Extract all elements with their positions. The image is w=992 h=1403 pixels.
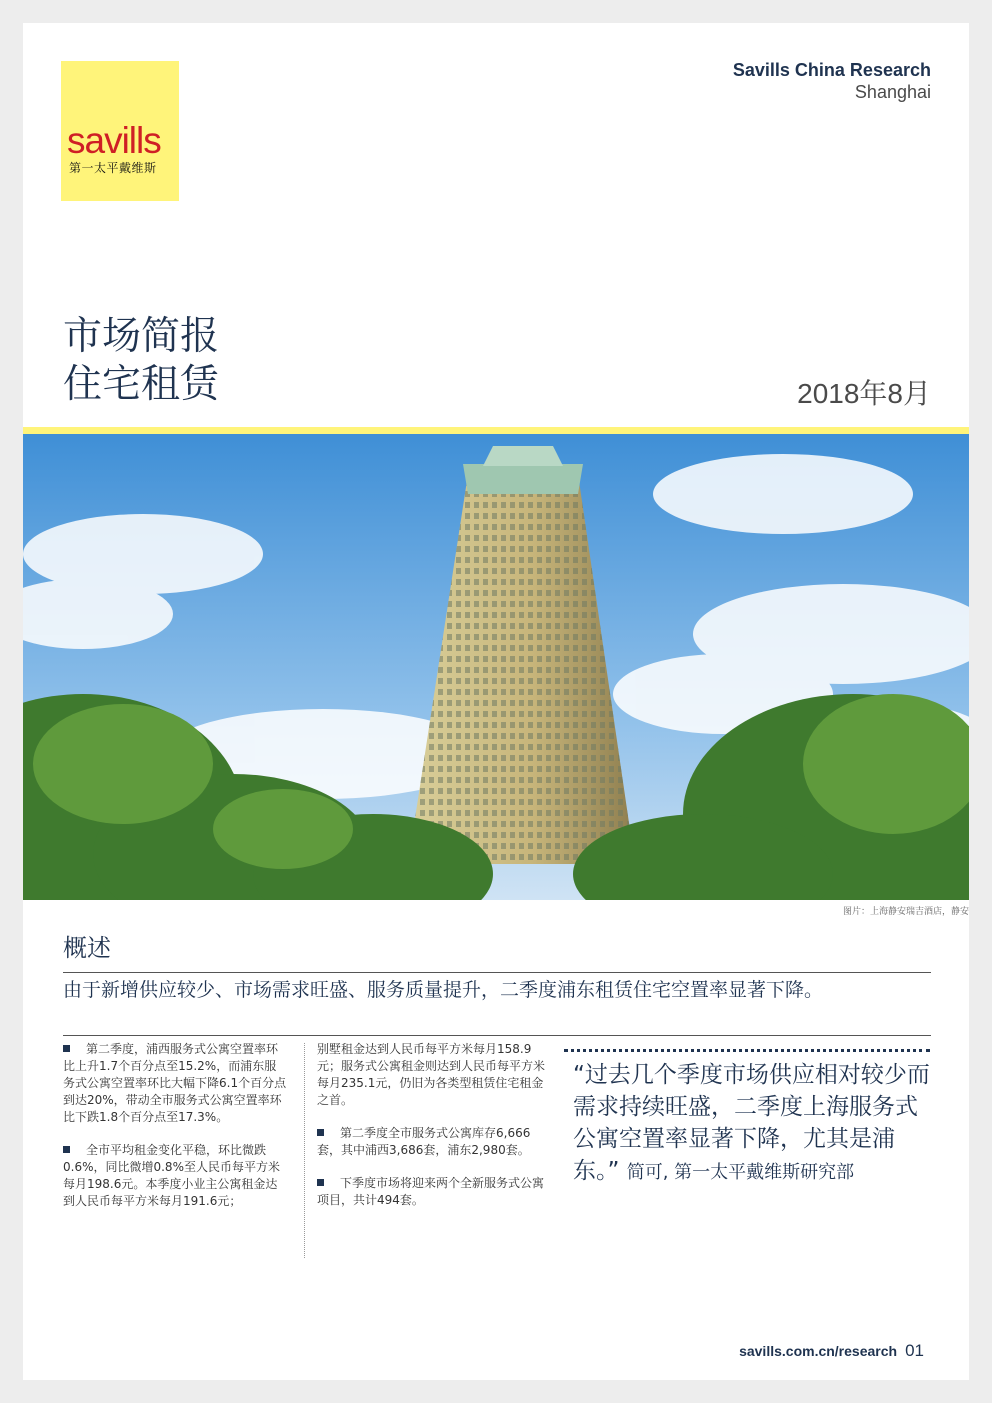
bullet-item: 第二季度全市服务式公寓库存6,666套，其中浦西3,686套，浦东2,980套。	[317, 1126, 531, 1157]
brand-city: Shanghai	[854, 82, 931, 102]
savills-logo[interactable]	[61, 61, 179, 201]
report-date: 2018年8月	[797, 378, 931, 409]
bullet-square-icon	[63, 1146, 70, 1153]
brand-title: Savills China Research	[732, 60, 931, 80]
quote-attribution: 简可, 第一太平戴维斯研究部	[626, 1162, 855, 1183]
page-number: 01	[905, 1341, 924, 1360]
bullet-square-icon	[317, 1179, 324, 1186]
logo-chinese-name: 第一太平戴维斯	[69, 161, 157, 175]
footer-url[interactable]: savills.com.cn/research	[739, 1343, 898, 1359]
bullet-item: 第二季度，浦西服务式公寓空置率环比上升1.7个百分点至15.2%，而浦东服务式公寓空置率环比大幅下降6.1个百分点到达20%，带动全市服务式公寓空置率环比下跌1.8个百分点至17.3%。	[63, 1042, 287, 1124]
logo-wordmark: savills	[67, 120, 161, 161]
quote-dotted-rule	[564, 1049, 930, 1052]
bullet-square-icon	[63, 1045, 70, 1052]
page	[23, 23, 969, 1380]
column-1	[63, 1041, 287, 1226]
bullet-item: 全市平均租金变化平稳，环比微跌0.6%，同比微增0.8%至人民币每平方米每月198.6元。本季度小业主公寓租金达到人民币每平方米每月191.6元；	[63, 1143, 280, 1208]
page-title	[63, 313, 219, 409]
section-heading: 概述	[63, 934, 111, 962]
pull-quote	[573, 1059, 933, 1189]
bullet-square-icon	[317, 1129, 324, 1136]
cover-photo-illustration	[23, 434, 969, 900]
title-line-1: 市场简报	[63, 314, 220, 359]
column-divider	[304, 1043, 305, 1258]
bullet-item: 下季度市场将迎来两个全新服务式公寓项目，共计494套。	[317, 1176, 545, 1207]
section-summary: 由于新增供应较少、市场需求旺盛、服务质量提升，二季度浦东租赁住宅空置率显著下降。	[63, 979, 824, 1001]
photo-caption: 图片：上海静安瑞吉酒店，静安	[842, 907, 969, 917]
quote-text: “过去几个季度市场供应相对较少而需求持续旺盛，二季度上海服务式公寓空置率显著下降，尤其是浦东。”	[573, 1062, 930, 1184]
title-line-2: 住宅租赁	[63, 362, 220, 407]
accent-bar	[23, 427, 969, 434]
paragraph-continuation: 别墅租金达到人民币每平方米每月158.9元；服务式公寓租金则达到人民币每平方米每月235.1元，仍旧为各类型租赁住宅租金之首。	[317, 1042, 546, 1107]
cover-photo	[23, 434, 969, 900]
divider-bottom	[63, 1035, 931, 1036]
divider-top	[63, 972, 931, 973]
footer	[739, 1341, 924, 1361]
brand-header	[733, 59, 931, 103]
column-2	[317, 1041, 549, 1225]
